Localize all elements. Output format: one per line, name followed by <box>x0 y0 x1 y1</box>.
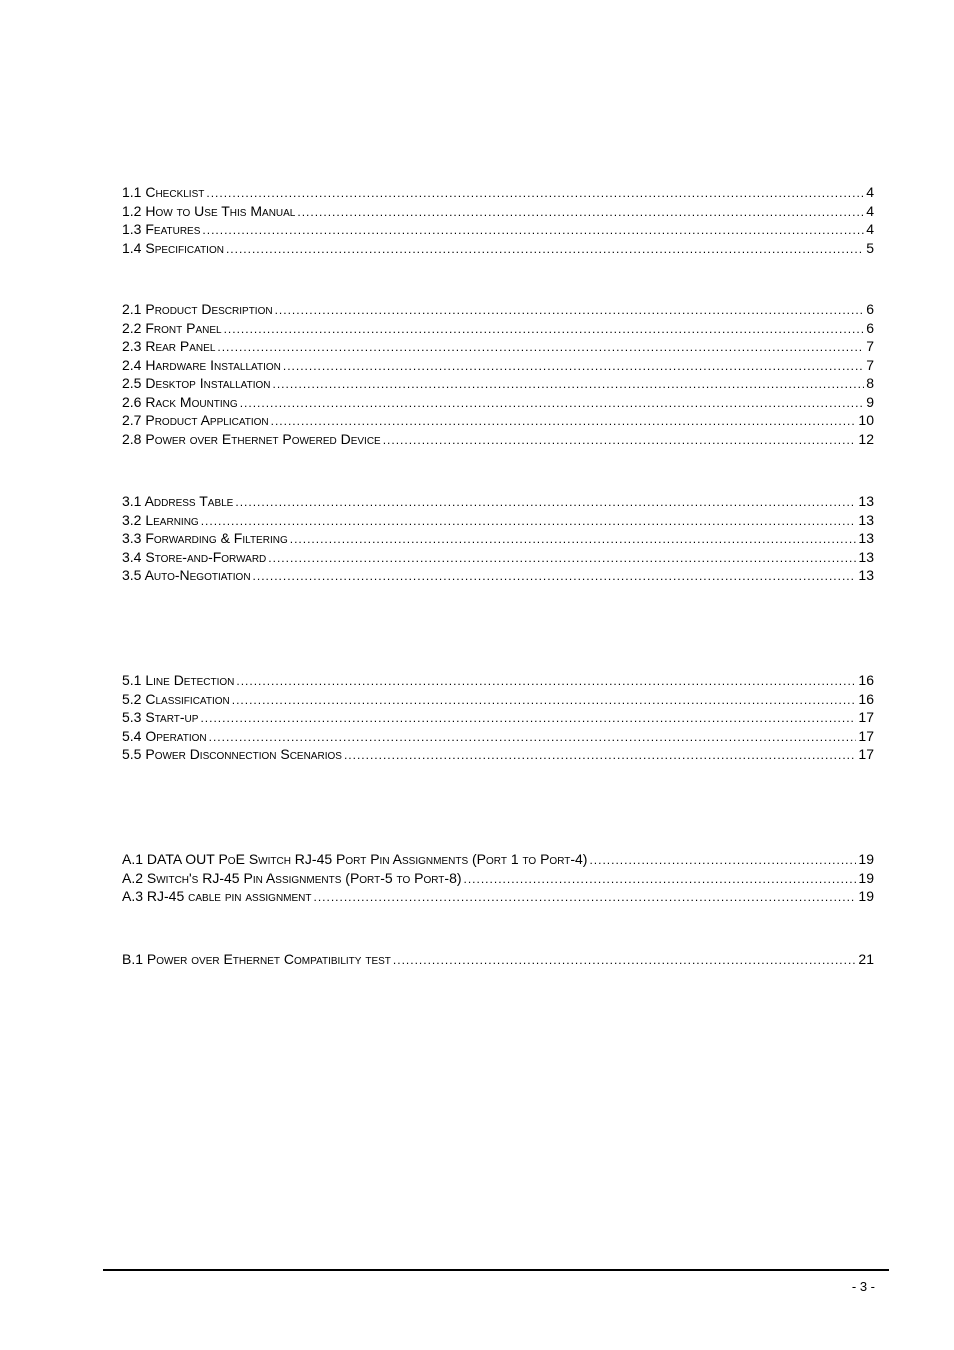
toc-entry[interactable] <box>122 374 874 393</box>
toc-entry-title: 2.8 Power over Ethernet Powered Device <box>122 430 381 447</box>
toc-entry-page: 17 <box>858 709 874 725</box>
toc-group-2 <box>122 300 874 448</box>
toc-entry-page: 17 <box>858 746 874 762</box>
toc-entry-title: 1.1 Checklist <box>122 184 205 200</box>
toc-leader-dots <box>271 412 857 431</box>
toc-entry[interactable] <box>122 745 874 764</box>
toc-entry[interactable] <box>122 727 874 746</box>
toc-entry-page: 4 <box>866 202 874 219</box>
toc-entry-title: 2.5 Desktop Installation <box>122 375 271 391</box>
toc-entry-page: 6 <box>866 301 874 317</box>
toc-entry-title: 3.3 Forwarding & Filtering <box>122 530 288 546</box>
footer-divider <box>103 1269 889 1271</box>
toc-entry-title: 1.2 How to Use This Manual <box>122 202 296 219</box>
toc-entry-page: 7 <box>866 338 874 354</box>
toc-leader-dots <box>383 431 857 450</box>
toc-group-6 <box>122 950 874 969</box>
toc-leader-dots <box>202 221 864 240</box>
toc-entry-page: 17 <box>858 727 874 744</box>
toc-entry-title: 5.3 Start-up <box>122 709 199 725</box>
toc-entry-title: 2.3 Rear Panel <box>122 338 216 354</box>
toc-leader-dots <box>297 203 864 222</box>
toc-entry-title: 3.4 Store-and-Forward <box>122 548 267 565</box>
toc-entry-title: 1.4 Specification <box>122 239 224 256</box>
toc-entry-title: 2.1 Product Description <box>122 301 273 317</box>
toc-entry[interactable] <box>122 202 874 221</box>
toc-leader-dots <box>273 375 865 394</box>
toc-entry-title: A.2 Switch's RJ-45 Pin Assignments (Port-5 to Port-8) <box>122 869 462 886</box>
toc-entry-title: 5.5 Power Disconnection Scenarios <box>122 746 342 762</box>
page-number: - 3 - <box>851 1279 875 1294</box>
toc-entry[interactable] <box>122 690 874 709</box>
toc-leader-dots <box>224 320 865 339</box>
toc-entry-page: 21 <box>858 951 874 967</box>
toc-entry-page: 19 <box>858 888 874 904</box>
toc-group-5 <box>122 850 874 906</box>
toc-leader-dots <box>393 951 857 970</box>
toc-entry-page: 6 <box>866 319 874 336</box>
toc-entry-page: 13 <box>858 530 874 546</box>
toc-entry-title: 1.3 Features <box>122 221 201 237</box>
toc-entry[interactable] <box>122 529 874 548</box>
toc-entry[interactable] <box>122 393 874 412</box>
toc-entry-page: 4 <box>866 221 874 237</box>
toc-entry-page: 19 <box>858 869 874 886</box>
toc-entry-title: 3.5 Auto-Negotiation <box>122 567 251 583</box>
toc-leader-dots <box>253 567 857 586</box>
toc-entry-title: 5.1 Line Detection <box>122 672 235 688</box>
toc-entry[interactable] <box>122 671 874 690</box>
toc-entry-title: 3.2 Learning <box>122 511 199 528</box>
toc-entry[interactable] <box>122 869 874 888</box>
toc-entry-page: 9 <box>866 393 874 410</box>
toc-entry-title: 5.2 Classification <box>122 690 230 707</box>
toc-entry[interactable] <box>122 356 874 375</box>
toc-entry-title: 2.6 Rack Mounting <box>122 393 238 410</box>
toc-entry[interactable] <box>122 337 874 356</box>
toc-entry[interactable] <box>122 319 874 338</box>
toc-leader-dots <box>235 493 856 512</box>
toc-leader-dots <box>206 184 864 203</box>
toc-entry[interactable] <box>122 300 874 319</box>
toc-leader-dots <box>217 338 864 357</box>
toc-entry-page: 10 <box>858 412 874 428</box>
toc-entry-page: 12 <box>858 430 874 447</box>
toc-group-3 <box>122 492 874 585</box>
toc-entry-title: A.3 RJ-45 cable pin assignment <box>122 888 312 904</box>
toc-entry[interactable] <box>122 430 874 449</box>
toc-leader-dots <box>283 357 864 376</box>
toc-entry-page: 8 <box>866 375 874 391</box>
toc-entry-page: 16 <box>858 690 874 707</box>
toc-entry[interactable] <box>122 492 874 511</box>
toc-entry-title: B.1 Power over Ethernet Compatibility test <box>122 951 391 967</box>
toc-entry[interactable] <box>122 708 874 727</box>
toc-entry-page: 13 <box>858 567 874 583</box>
toc-entry-title: 2.2 Front Panel <box>122 319 222 336</box>
toc-leader-dots <box>268 549 856 568</box>
toc-entry[interactable] <box>122 411 874 430</box>
toc-entry-title: 2.7 Product Application <box>122 412 269 428</box>
toc-entry-title: 3.1 Address Table <box>122 493 234 509</box>
toc-entry-page: 13 <box>858 493 874 509</box>
toc-leader-dots <box>240 394 865 413</box>
toc-leader-dots <box>314 888 857 907</box>
toc-leader-dots <box>232 691 857 710</box>
toc-group-1 <box>122 183 874 257</box>
toc-leader-dots <box>226 240 864 259</box>
toc-entry-page: 19 <box>858 851 874 867</box>
toc-entry[interactable] <box>122 239 874 258</box>
toc-entry-page: 7 <box>866 356 874 373</box>
toc-entry-title: 5.4 Operation <box>122 727 207 744</box>
toc-entry-page: 16 <box>858 672 874 688</box>
toc-entry[interactable] <box>122 850 874 869</box>
toc-entry-page: 13 <box>858 511 874 528</box>
toc-leader-dots <box>290 530 857 549</box>
toc-entry[interactable] <box>122 887 874 906</box>
toc-entry[interactable] <box>122 566 874 585</box>
toc-entry-page: 4 <box>866 184 874 200</box>
toc-entry-title: 2.4 Hardware Installation <box>122 356 281 373</box>
toc-leader-dots <box>275 301 865 320</box>
toc-entry[interactable] <box>122 220 874 239</box>
toc-leader-dots <box>344 746 856 765</box>
toc-group-4 <box>122 671 874 764</box>
toc-entry[interactable] <box>122 548 874 567</box>
toc-leader-dots <box>464 870 857 889</box>
toc-leader-dots <box>589 851 856 870</box>
toc-entry-title: A.1 DATA OUT PoE Switch RJ-45 Port Pin Assignments (Port 1 to Port-4) <box>122 851 588 867</box>
toc-entry[interactable] <box>122 511 874 530</box>
toc-entry-page: 13 <box>858 548 874 565</box>
toc-leader-dots <box>209 728 857 747</box>
toc-leader-dots <box>201 512 857 531</box>
toc-entry[interactable] <box>122 950 874 969</box>
toc-leader-dots <box>236 672 856 691</box>
toc-leader-dots <box>200 709 856 728</box>
toc-entry[interactable] <box>122 183 874 202</box>
toc-entry-page: 5 <box>866 239 874 256</box>
